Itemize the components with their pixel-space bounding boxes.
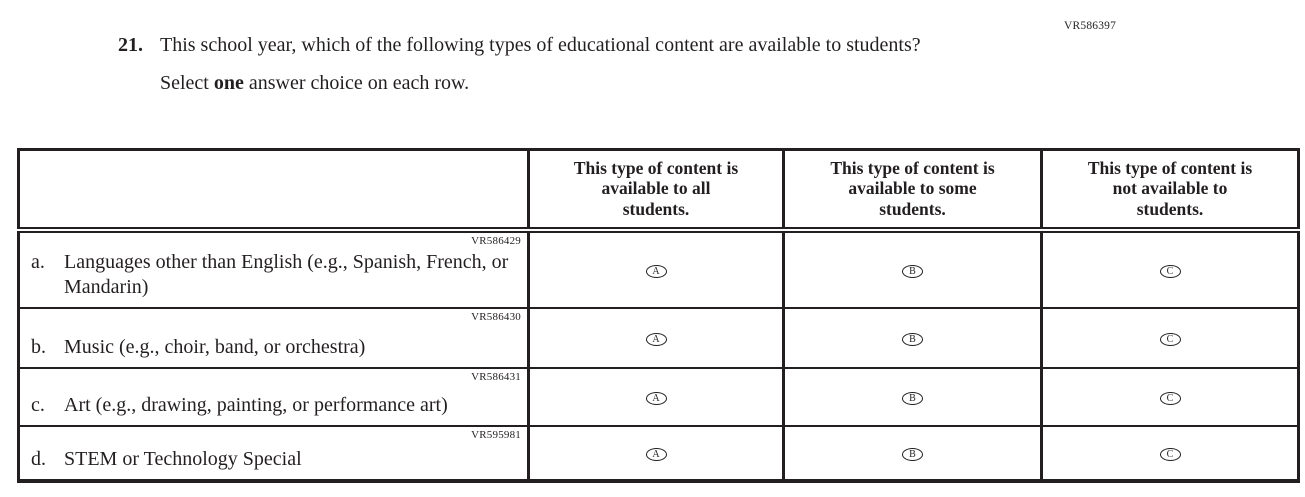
option-cell — [1042, 368, 1299, 426]
row-letter: d. — [31, 447, 46, 470]
row-label-cell — [19, 230, 529, 308]
header-stub-cell — [19, 150, 529, 230]
question-instruction — [160, 71, 1005, 96]
option-bubble-b[interactable] — [902, 392, 923, 405]
instruction-prefix: Select — [160, 72, 214, 94]
header-col-label: This type of content is available to all students. — [573, 157, 739, 220]
row-letter: c. — [31, 393, 45, 416]
option-letter: A — [652, 265, 660, 277]
question-text: This school year, which of the following types of educational content are available to students? — [160, 34, 921, 56]
option-cell — [529, 426, 784, 481]
option-letter: B — [909, 448, 916, 460]
option-bubble-c[interactable] — [1160, 333, 1181, 346]
option-letter: C — [1166, 265, 1174, 277]
row-label-text: Languages other than English (e.g., Spanish, French, or Mandarin) — [64, 250, 509, 298]
row-letter: b. — [31, 335, 46, 358]
option-letter: B — [909, 333, 916, 345]
option-bubble-a[interactable] — [646, 333, 667, 346]
row-code: VR586429 — [471, 234, 521, 247]
header-col-label: This type of content is not available to students. — [1087, 157, 1253, 220]
answer-grid — [17, 148, 1300, 483]
row-label-cell — [19, 426, 529, 481]
header-col-available-all — [529, 150, 784, 230]
row-label-text: Music (e.g., choir, band, or orchestra) — [64, 335, 366, 358]
option-bubble-a[interactable] — [646, 265, 667, 278]
option-cell — [784, 368, 1042, 426]
option-cell — [1042, 426, 1299, 481]
option-cell — [784, 426, 1042, 481]
option-letter: B — [909, 392, 916, 404]
option-cell — [784, 308, 1042, 368]
header-row — [19, 150, 1299, 230]
table-row-languages — [19, 230, 1299, 308]
option-letter: B — [909, 265, 916, 277]
option-bubble-c[interactable] — [1160, 265, 1181, 278]
option-cell — [529, 368, 784, 426]
row-code: VR586431 — [471, 370, 521, 383]
table-row-stem — [19, 426, 1299, 481]
option-bubble-b[interactable] — [902, 265, 923, 278]
option-letter: C — [1166, 333, 1174, 345]
option-cell — [784, 230, 1042, 308]
instruction-bold-word: one — [213, 72, 244, 94]
question-number: 21. — [118, 34, 143, 56]
option-cell — [1042, 230, 1299, 308]
option-bubble-a[interactable] — [646, 448, 667, 461]
row-label-cell — [19, 308, 529, 368]
option-letter: C — [1166, 392, 1174, 404]
option-bubble-c[interactable] — [1160, 448, 1181, 461]
instruction-suffix: answer choice on each row. — [243, 72, 470, 94]
option-bubble-a[interactable] — [646, 392, 667, 405]
header-col-available-some — [784, 150, 1042, 230]
question-block — [118, 33, 1005, 96]
row-label-cell — [19, 368, 529, 426]
option-cell — [1042, 308, 1299, 368]
table-row-music — [19, 308, 1299, 368]
option-letter: C — [1166, 448, 1174, 460]
row-code: VR595981 — [471, 428, 521, 441]
row-label-text: Art (e.g., drawing, painting, or performance art) — [64, 393, 448, 416]
table-row-art — [19, 368, 1299, 426]
option-bubble-c[interactable] — [1160, 392, 1181, 405]
header-col-not-available — [1042, 150, 1299, 230]
row-code: VR586430 — [471, 310, 521, 323]
option-cell — [529, 308, 784, 368]
form-code: VR586397 — [1064, 20, 1117, 32]
option-letter: A — [652, 392, 660, 404]
option-bubble-b[interactable] — [902, 333, 923, 346]
option-letter: A — [652, 448, 660, 460]
row-label-text: STEM or Technology Special — [64, 447, 302, 470]
option-letter: A — [652, 333, 660, 345]
row-letter: a. — [31, 250, 45, 273]
option-bubble-b[interactable] — [902, 448, 923, 461]
header-col-label: This type of content is available to some students. — [830, 157, 995, 220]
option-cell — [529, 230, 784, 308]
